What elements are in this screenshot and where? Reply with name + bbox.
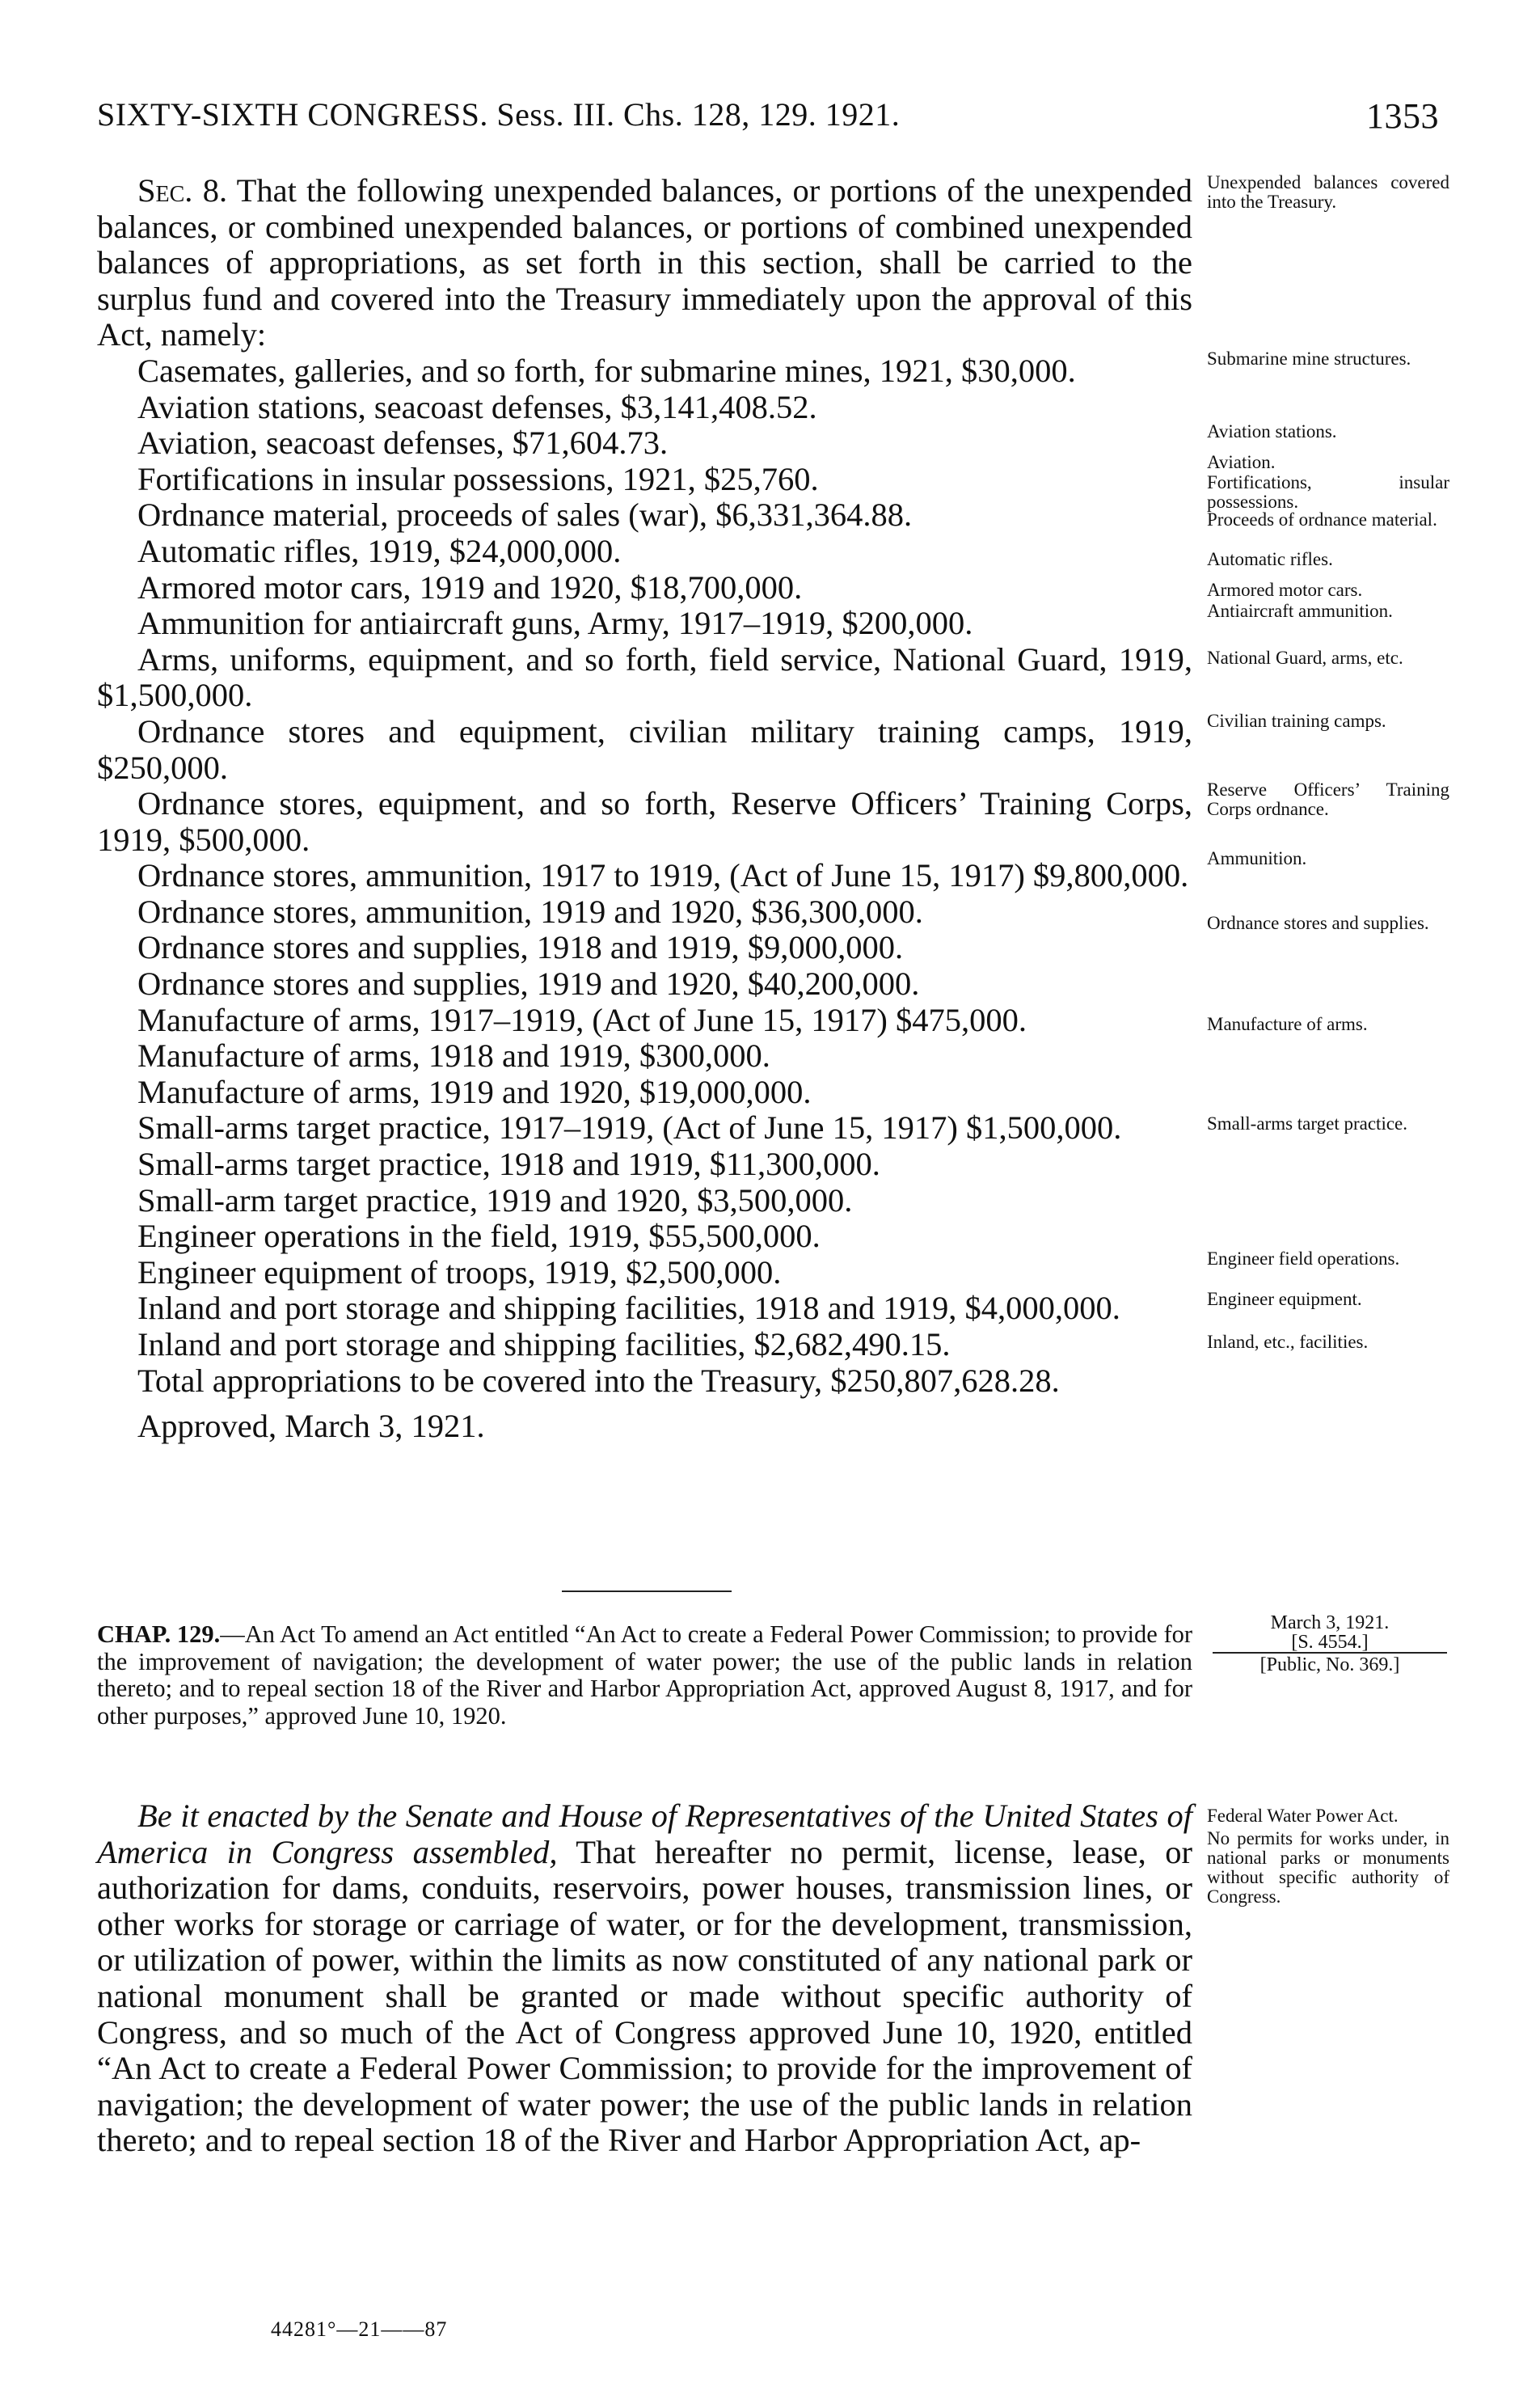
margin-note: Aviation. xyxy=(1207,452,1276,472)
section-intro-text: That the following unexpended balances, or portions of the unexpended balances, or combined unexpended balances, or portions of combined unexpended balances of appropriations, as set forth in this section, shall be carried to the surplus fund and covered into the Treasury immediately upon the approval of this Act, namely: xyxy=(97,172,1192,353)
chapter-title-block xyxy=(97,1621,1192,1730)
appropriation-item: Aviation stations, seacoast defenses, $3,141,408.52. xyxy=(137,388,817,425)
appropriation-item: Manufacture of arms, 1919 and 1920, $19,000,000. xyxy=(137,1073,812,1110)
margin-note: Antiaircraft ammunition. xyxy=(1207,601,1393,621)
chapter-title: —An Act To amend an Act entitled “An Act to create a Federal Power Commission; to provide for the improvement of navigation; the development of water power; the use of the public lands in relation thereto; and to repeal section 18 of the River and Harbor Appropriation Act, approved August 8, 1917, and for other purposes,” approved June 10, 1920. xyxy=(97,1620,1193,1730)
appropriation-item: Arms, uniforms, equipment, and so forth, field service, National Guard, 1919, $1,500,000. xyxy=(97,640,1192,714)
bill-info xyxy=(1213,1613,1447,1675)
appropriation-item: Inland and port storage and shipping facilities, $2,682,490.15. xyxy=(137,1326,951,1362)
appropriation-item: Ordnance stores, equipment, and so forth, Reserve Officers’ Training Corps, 1919, $500,000. xyxy=(97,785,1192,858)
margin-note: National Guard, arms, etc. xyxy=(1207,648,1403,668)
appropriation-item: Ordnance material, proceeds of sales (war), $6,331,364.88. xyxy=(137,496,913,534)
margin-note: Automatic rifles. xyxy=(1207,549,1333,569)
act-date: March 3, 1921. xyxy=(1270,1612,1390,1633)
appropriation-item: Ordnance stores and equipment, civilian military training camps, 1919, $250,000. xyxy=(97,712,1192,786)
appropriation-item: Small-arm target practice, 1919 and 1920, $3,500,000. xyxy=(137,1181,853,1219)
margin-note: Proceeds of ordnance material. xyxy=(1207,509,1437,530)
margin-note: Aviation stations. xyxy=(1207,421,1337,441)
appropriation-item: Engineer equipment of troops, 1919, $2,500,000. xyxy=(137,1253,782,1291)
appropriation-item: Fortifications in insular possessions, 1921, $25,760. xyxy=(137,460,819,497)
margin-note: Ammunition. xyxy=(1207,848,1307,868)
margin-note: Small-arms target practice. xyxy=(1207,1113,1408,1134)
appropriation-total: Total appropriations to be covered into the Treasury, $250,807,628.28. xyxy=(137,1362,1060,1399)
appropriation-item: Ordnance stores and supplies, 1919 and 1920, $40,200,000. xyxy=(137,965,920,1003)
margin-note: Manufacture of arms. xyxy=(1207,1014,1368,1034)
margin-note: Armored motor cars. xyxy=(1207,580,1363,600)
appropriation-item: Engineer operations in the field, 1919, $55,500,000. xyxy=(137,1218,821,1255)
section-divider xyxy=(562,1590,732,1592)
appropriation-item: Ordnance stores, ammunition, 1919 and 1920, $36,300,000. xyxy=(137,893,923,930)
printing-code: 44281°—21——87 xyxy=(271,2317,448,2341)
margin-note: Ordnance stores and supplies. xyxy=(1207,913,1429,933)
margin-note: Reserve Officers’ Training Corps ordnance. xyxy=(1207,779,1449,819)
enacting-paragraph xyxy=(97,1798,1192,2159)
section-8-intro xyxy=(97,173,1192,353)
margin-note: Engineer field operations. xyxy=(1207,1248,1400,1269)
appropriation-item: Ammunition for antiaircraft guns, Army, 1917–1919, $200,000. xyxy=(137,605,973,642)
margin-note: Federal Water Power Act. xyxy=(1207,1806,1399,1826)
appropriation-item: Ordnance stores, ammunition, 1917 to 1919, (Act of June 15, 1917) $9,800,000. xyxy=(137,857,1189,894)
margin-note: Unexpended balances covered into the Treasury. xyxy=(1207,172,1449,212)
section-8-body xyxy=(97,173,1192,1445)
margin-note: Fortifications, insular possessions. xyxy=(1207,472,1449,512)
margin-note: Civilian training camps. xyxy=(1207,711,1386,731)
appropriation-item: Casemates, galleries, and so forth, for submarine mines, 1921, $30,000. xyxy=(137,352,1076,389)
margin-note: No permits for works under, in national parks or monuments without specific authority of Congress. xyxy=(1207,1828,1449,1907)
margin-note: Inland, etc., facilities. xyxy=(1207,1332,1369,1352)
chapter-text: That hereafter no permit, license, lease, or authorization for dams, conduits, reservoirs, power houses, transmission lines, or other works for storage or carriage of water, or for the development, transmission, or utilization of power, within the limits as now constituted of any national park or national monument shall be granted or made without specific authority of Congress, and so much of the Act of Congress approved June 10, 1920, entitled “An Act to create a Federal Power Commission; to provide for the improvement of navigation; the development of water power; the use of the public lands in relation thereto; and to repeal section 18 of the River and Harbor Appropriation Act, ap- xyxy=(97,1833,1192,2159)
appropriation-item: Manufacture of arms, 1918 and 1919, $300,000. xyxy=(137,1037,770,1075)
chapter-label: CHAP. 129. xyxy=(97,1620,221,1648)
margin-notes xyxy=(1207,0,1449,2391)
appropriation-item: Ordnance stores and supplies, 1918 and 1919, $9,000,000. xyxy=(137,929,904,966)
public-law-number: [Public, No. 369.] xyxy=(1213,1652,1447,1675)
chapter-body xyxy=(97,1798,1192,2159)
appropriation-item: Inland and port storage and shipping facilities, 1918 and 1919, $4,000,000. xyxy=(137,1290,1120,1327)
appropriation-item: Aviation, seacoast defenses, $71,604.73. xyxy=(137,425,669,462)
margin-note: Engineer equipment. xyxy=(1207,1289,1362,1309)
margin-note: Submarine mine structures. xyxy=(1207,349,1411,369)
appropriation-item: Small-arms target practice, 1917–1919, (Act of June 15, 1917) $1,500,000. xyxy=(137,1109,1122,1147)
appropriation-item: Manufacture of arms, 1917–1919, (Act of June 15, 1917) $475,000. xyxy=(137,1001,1027,1038)
appropriation-item: Armored motor cars, 1919 and 1920, $18,700,000. xyxy=(137,568,803,606)
section-label: Sec. 8. xyxy=(137,172,228,209)
appropriation-item: Small-arms target practice, 1918 and 1919, $11,300,000. xyxy=(137,1146,880,1183)
running-head-text: SIXTY-SIXTH CONGRESS. Sess. III. Chs. 128, 129. 1921. xyxy=(97,96,901,133)
enacting-clause: Be it enacted by the Senate and House of Representatives of the United States of America in Congress assembled, xyxy=(97,1797,1192,1870)
senate-bill-number: [S. 4554.] xyxy=(1291,1632,1369,1653)
approval-date: Approved, March 3, 1921. xyxy=(137,1408,485,1445)
page-number: 1353 xyxy=(1366,96,1439,136)
appropriation-item: Automatic rifles, 1919, $24,000,000. xyxy=(137,532,622,569)
